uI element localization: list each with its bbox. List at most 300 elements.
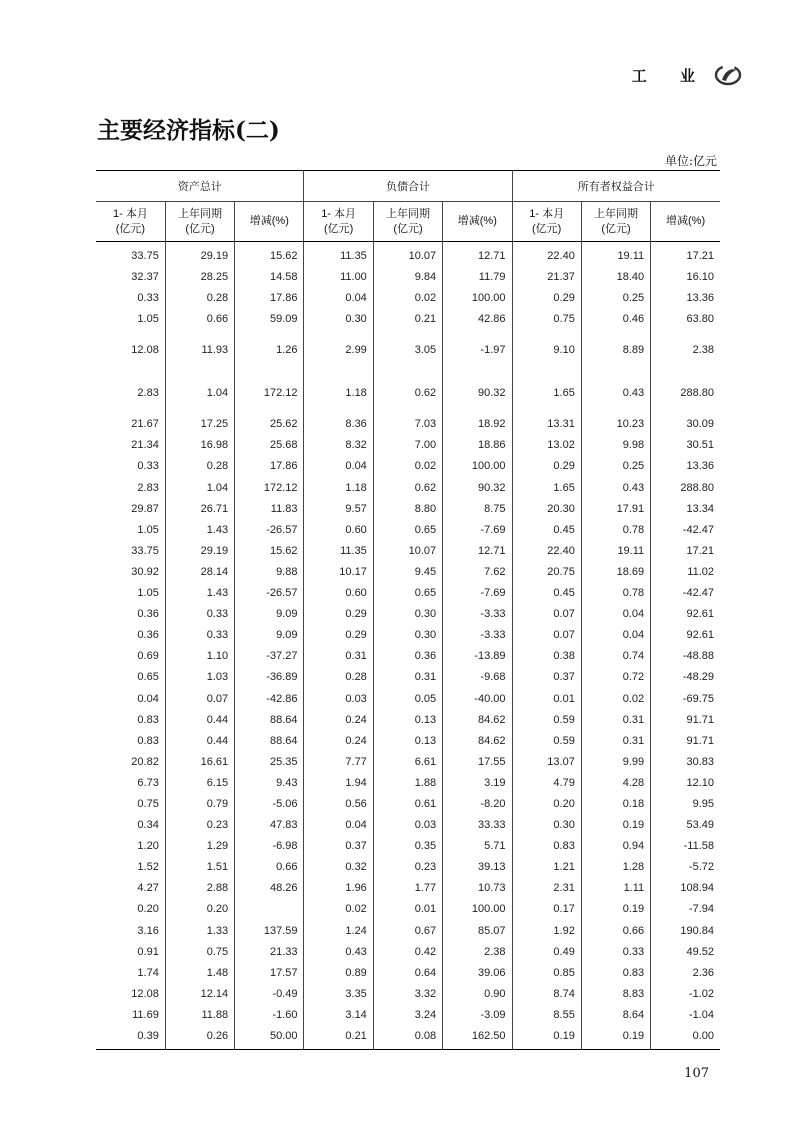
- table-cell: 0.23: [165, 815, 234, 836]
- current-ytd-header: 1- 本月 (亿元): [96, 202, 165, 242]
- table-cell: 0.30: [373, 604, 442, 625]
- table-cell: 0.20: [96, 899, 165, 920]
- table-cell: 84.62: [443, 730, 512, 751]
- table-cell: -6.98: [235, 836, 304, 857]
- table-cell: 88.64: [235, 709, 304, 730]
- table-cell: 0.29: [512, 456, 581, 477]
- table-cell: 8.32: [304, 435, 373, 456]
- table-cell: 0.72: [581, 667, 650, 688]
- table-cell: 1.29: [165, 836, 234, 857]
- table-cell: 91.71: [686, 734, 714, 747]
- table-cell: 0.02: [373, 287, 442, 308]
- table-cell: 12.10: [686, 776, 714, 789]
- table-cell: 190.84: [680, 924, 714, 937]
- table-cell: -26.57: [235, 519, 304, 540]
- table-cell: 0.36: [96, 604, 165, 625]
- table-cell: 0.59: [512, 709, 581, 730]
- table-cell: 0.60: [304, 583, 373, 604]
- current-ytd-header: 1- 本月 (亿元): [304, 202, 373, 242]
- table-cell: 10.73: [443, 878, 512, 899]
- table-cell: 92.61: [686, 629, 714, 642]
- table-cell: 1.43: [165, 519, 234, 540]
- table-cell: 8.80: [373, 498, 442, 519]
- table-cell: -1.97: [443, 329, 512, 371]
- table-cell: 0.56: [304, 793, 373, 814]
- table-cell: 1.26: [235, 329, 304, 371]
- table-cell: 26.71: [165, 498, 234, 519]
- table-cell: 20.30: [512, 498, 581, 519]
- table-cell: 0.83: [96, 730, 165, 751]
- table-cell: 10.23: [581, 414, 650, 435]
- table-cell: 91.71: [686, 713, 714, 726]
- table-cell: 0.35: [373, 836, 442, 857]
- table-cell: 0.90: [443, 983, 512, 1004]
- table-cell: 1.43: [165, 583, 234, 604]
- table-cell: 0.13: [373, 730, 442, 751]
- table-cell: 9.88: [235, 561, 304, 582]
- table-cell: 63.80: [686, 312, 714, 325]
- table-cell: 0.26: [165, 1025, 234, 1049]
- table-cell: 84.62: [443, 709, 512, 730]
- table-cell: 0.04: [304, 287, 373, 308]
- table-cell: 13.36: [686, 460, 714, 473]
- table-row: [96, 815, 720, 836]
- table-cell: 0.83: [512, 836, 581, 857]
- table-cell: 2.83: [96, 372, 165, 414]
- table-cell: 0.66: [235, 857, 304, 878]
- table-cell: -37.27: [235, 646, 304, 667]
- table-cell: 100.00: [443, 456, 512, 477]
- table-cell: -1.60: [235, 1004, 304, 1025]
- table-cell: 9.43: [235, 772, 304, 793]
- table-cell: 9.09: [235, 604, 304, 625]
- table-row: [96, 498, 720, 519]
- table-cell: 1.10: [165, 646, 234, 667]
- table-cell: 1.74: [96, 962, 165, 983]
- table-row: [96, 709, 720, 730]
- table-cell: 0.75: [512, 308, 581, 329]
- industry-logo-icon: [713, 64, 743, 86]
- table-cell: 11.88: [165, 1004, 234, 1025]
- table-cell: 21.33: [235, 941, 304, 962]
- table-cell: 0.02: [373, 456, 442, 477]
- table-cell: -7.69: [443, 583, 512, 604]
- table-cell: 288.80: [680, 386, 714, 399]
- table-cell: 0.24: [304, 730, 373, 751]
- table-cell: 2.83: [96, 477, 165, 498]
- table-row: [96, 540, 720, 561]
- table-cell: 0.04: [581, 604, 650, 625]
- table-cell: 162.50: [443, 1025, 512, 1049]
- table-cell: 33.75: [96, 540, 165, 561]
- table-cell: 0.13: [373, 709, 442, 730]
- table-row: [96, 646, 720, 667]
- table-cell: 0.31: [373, 667, 442, 688]
- table-cell: 2.31: [512, 878, 581, 899]
- table-cell: 0.65: [96, 667, 165, 688]
- table-cell: 12.14: [165, 983, 234, 1004]
- table-cell: 0.33: [96, 456, 165, 477]
- table-cell: 0.29: [512, 287, 581, 308]
- table-cell: 13.02: [512, 435, 581, 456]
- table-cell: 1.24: [304, 920, 373, 941]
- table-cell: 1.05: [96, 583, 165, 604]
- table-cell: 0.75: [165, 941, 234, 962]
- table-cell: 21.37: [512, 266, 581, 287]
- table-row: [96, 519, 720, 540]
- table-cell: 0.03: [373, 815, 442, 836]
- table-cell: 12.08: [96, 983, 165, 1004]
- table-cell: [235, 899, 304, 920]
- table-cell: -3.09: [443, 1004, 512, 1025]
- table-cell: 12.71: [443, 242, 512, 267]
- table-cell: 90.32: [443, 372, 512, 414]
- table-cell: 48.26: [235, 878, 304, 899]
- table-cell: 0.19: [512, 1025, 581, 1049]
- table-cell: 13.36: [686, 291, 714, 304]
- current-ytd-header: 1- 本月 (亿元): [512, 202, 581, 242]
- table-cell: 0.21: [304, 1025, 373, 1049]
- table-cell: 0.45: [512, 583, 581, 604]
- table-cell: 25.35: [235, 751, 304, 772]
- table-row: [96, 414, 720, 435]
- table-cell: 172.12: [235, 372, 304, 414]
- table-cell: 3.05: [373, 329, 442, 371]
- table-cell: -5.06: [235, 793, 304, 814]
- table-cell: 0.62: [373, 477, 442, 498]
- table-row: [96, 878, 720, 899]
- table-cell: 0.49: [512, 941, 581, 962]
- table-cell: 8.83: [581, 983, 650, 1004]
- table-cell: 9.98: [581, 435, 650, 456]
- group-header-row: [96, 171, 720, 202]
- table-cell: -48.29: [682, 671, 714, 684]
- table-row: [96, 477, 720, 498]
- table-cell: 17.25: [165, 414, 234, 435]
- table-cell: 17.21: [686, 544, 714, 557]
- table-cell: 0.30: [512, 815, 581, 836]
- table-cell: 0.46: [581, 308, 650, 329]
- table-cell: 7.62: [443, 561, 512, 582]
- table-cell: 0.43: [581, 372, 650, 414]
- table-cell: 29.87: [96, 498, 165, 519]
- table-cell: -42.47: [682, 587, 714, 600]
- table-cell: 33.75: [96, 242, 165, 267]
- table-cell: 0.65: [373, 583, 442, 604]
- table-cell: 0.37: [304, 836, 373, 857]
- table-cell: 1.05: [96, 308, 165, 329]
- table-cell: 7.00: [373, 435, 442, 456]
- table-cell: 17.57: [235, 962, 304, 983]
- table-cell: 0.30: [373, 625, 442, 646]
- table-cell: 21.67: [96, 414, 165, 435]
- table-cell: -5.72: [688, 861, 714, 874]
- table-cell: 1.33: [165, 920, 234, 941]
- table-cell: 13.07: [512, 751, 581, 772]
- table-cell: 1.21: [512, 857, 581, 878]
- table-row: [96, 287, 720, 308]
- table-cell: 14.58: [235, 266, 304, 287]
- table-cell: -3.33: [443, 604, 512, 625]
- table-cell: 3.14: [304, 1004, 373, 1025]
- table-cell: 0.38: [512, 646, 581, 667]
- table-cell: 0.28: [165, 456, 234, 477]
- indicator-table: [96, 170, 720, 1050]
- table-cell: 11.69: [96, 1004, 165, 1025]
- table-cell: 0.33: [165, 625, 234, 646]
- table-cell: 32.37: [96, 266, 165, 287]
- table-cell: 0.18: [581, 793, 650, 814]
- table-cell: 15.62: [235, 242, 304, 267]
- table-cell: 9.45: [373, 561, 442, 582]
- table-row: [96, 751, 720, 772]
- table-cell: 288.80: [680, 481, 714, 494]
- table-row: [96, 920, 720, 941]
- table-row: [96, 329, 720, 371]
- table-row: [96, 793, 720, 814]
- table-cell: 1.52: [96, 857, 165, 878]
- table-cell: 0.75: [96, 793, 165, 814]
- table-cell: 4.27: [96, 878, 165, 899]
- sub-header-row: [96, 202, 720, 242]
- table-cell: -1.04: [688, 1008, 714, 1021]
- table-cell: 6.61: [373, 751, 442, 772]
- table-cell: 0.65: [373, 519, 442, 540]
- table-cell: 3.24: [373, 1004, 442, 1025]
- table-cell: 1.94: [304, 772, 373, 793]
- table-cell: 11.79: [443, 266, 512, 287]
- table-cell: 15.62: [235, 540, 304, 561]
- table-cell: 11.83: [235, 498, 304, 519]
- table-cell: 137.59: [235, 920, 304, 941]
- table-cell: 0.04: [304, 815, 373, 836]
- table-cell: 172.12: [235, 477, 304, 498]
- table-cell: 25.68: [235, 435, 304, 456]
- table-cell: -13.89: [443, 646, 512, 667]
- table-cell: 0.23: [373, 857, 442, 878]
- table-row: [96, 604, 720, 625]
- table-cell: 0.91: [96, 941, 165, 962]
- table-cell: 17.86: [235, 456, 304, 477]
- table-cell: 16.61: [165, 751, 234, 772]
- table-cell: 3.32: [373, 983, 442, 1004]
- table-row: [96, 625, 720, 646]
- table-cell: -40.00: [443, 688, 512, 709]
- table-cell: 0.36: [96, 625, 165, 646]
- table-cell: 0.29: [304, 604, 373, 625]
- table-cell: 11.35: [304, 242, 373, 267]
- table-row: [96, 372, 720, 414]
- table-cell: 0.69: [96, 646, 165, 667]
- table-cell: 12.71: [443, 540, 512, 561]
- table-row: [96, 667, 720, 688]
- table-cell: 17.21: [686, 249, 714, 262]
- table-cell: 10.07: [373, 242, 442, 267]
- table-cell: -1.02: [688, 987, 714, 1000]
- table-row: [96, 857, 720, 878]
- table-cell: 20.82: [96, 751, 165, 772]
- table-cell: 0.64: [373, 962, 442, 983]
- table-row: [96, 983, 720, 1004]
- table-cell: 0.61: [373, 793, 442, 814]
- table-cell: 29.19: [165, 242, 234, 267]
- table-cell: 25.62: [235, 414, 304, 435]
- table-cell: 8.75: [443, 498, 512, 519]
- table-cell: 0.79: [165, 793, 234, 814]
- table-row: [96, 772, 720, 793]
- table-cell: 0.66: [165, 308, 234, 329]
- table-cell: 8.74: [512, 983, 581, 1004]
- table-cell: -26.57: [235, 583, 304, 604]
- table-cell: 0.07: [512, 625, 581, 646]
- table-cell: 11.93: [165, 329, 234, 371]
- table-cell: -0.49: [235, 983, 304, 1004]
- table-cell: 2.38: [692, 344, 714, 357]
- table-cell: 42.86: [443, 308, 512, 329]
- table-cell: 30.51: [686, 439, 714, 452]
- table-row: [96, 941, 720, 962]
- change-pct-header: 增减(%): [235, 202, 304, 242]
- section-header: [632, 64, 743, 86]
- table-cell: 1.77: [373, 878, 442, 899]
- table-cell: 0.33: [165, 604, 234, 625]
- table-cell: 39.06: [443, 962, 512, 983]
- table-cell: 8.64: [581, 1004, 650, 1025]
- table-cell: 100.00: [443, 899, 512, 920]
- table-cell: 1.11: [581, 878, 650, 899]
- table-cell: 3.16: [96, 920, 165, 941]
- table-cell: 28.25: [165, 266, 234, 287]
- table-cell: 10.17: [304, 561, 373, 582]
- table-cell: 88.64: [235, 730, 304, 751]
- table-cell: 1.92: [512, 920, 581, 941]
- table-cell: 9.95: [692, 797, 714, 810]
- table-cell: 2.38: [443, 941, 512, 962]
- table-cell: 1.20: [96, 836, 165, 857]
- table-cell: 39.13: [443, 857, 512, 878]
- table-cell: 1.05: [96, 519, 165, 540]
- table-row: [96, 242, 720, 267]
- table-cell: 0.62: [373, 372, 442, 414]
- table-cell: 0.28: [304, 667, 373, 688]
- table-cell: 18.92: [443, 414, 512, 435]
- table-row: [96, 836, 720, 857]
- table-row: [96, 688, 720, 709]
- page-number: 107: [684, 1066, 709, 1081]
- table-cell: 0.37: [512, 667, 581, 688]
- table-cell: -69.75: [682, 692, 714, 705]
- table-cell: 0.43: [304, 941, 373, 962]
- table-cell: 28.14: [165, 561, 234, 582]
- table-row: [96, 561, 720, 582]
- change-pct-header: 增减(%): [443, 202, 512, 242]
- table-cell: 21.34: [96, 435, 165, 456]
- table-cell: 0.83: [96, 709, 165, 730]
- table-cell: 1.04: [165, 477, 234, 498]
- table-cell: 0.32: [304, 857, 373, 878]
- table-cell: 8.36: [304, 414, 373, 435]
- table-row: [96, 1025, 720, 1049]
- table-cell: 0.31: [304, 646, 373, 667]
- table-cell: 4.79: [512, 772, 581, 793]
- table-cell: -36.89: [235, 667, 304, 688]
- table-cell: 0.19: [581, 815, 650, 836]
- table-cell: 0.74: [581, 646, 650, 667]
- table-cell: 0.85: [512, 962, 581, 983]
- table-cell: 30.09: [686, 418, 714, 431]
- table-cell: 0.31: [581, 730, 650, 751]
- table-cell: 2.36: [692, 966, 714, 979]
- prior-year-header: 上年同期 (亿元): [373, 202, 442, 242]
- table-cell: 22.40: [512, 540, 581, 561]
- table-cell: 1.03: [165, 667, 234, 688]
- table-cell: -42.47: [682, 523, 714, 536]
- table-cell: 0.33: [96, 287, 165, 308]
- table-cell: 0.78: [581, 583, 650, 604]
- table-cell: 1.48: [165, 962, 234, 983]
- table-cell: 0.31: [581, 709, 650, 730]
- section-title: 工 业: [631, 66, 709, 85]
- table-cell: 4.28: [581, 772, 650, 793]
- table-cell: 0.67: [373, 920, 442, 941]
- table-cell: 50.00: [235, 1025, 304, 1049]
- table-cell: 33.33: [443, 815, 512, 836]
- table-cell: 0.36: [373, 646, 442, 667]
- table-cell: 0.07: [165, 688, 234, 709]
- table-cell: 2.99: [304, 329, 373, 371]
- page-title: 主要经济指标(二): [97, 117, 280, 144]
- table-cell: 0.17: [512, 899, 581, 920]
- table-cell: -48.88: [682, 650, 714, 663]
- table-cell: -42.86: [235, 688, 304, 709]
- table-cell: 29.19: [165, 540, 234, 561]
- table-row: [96, 730, 720, 751]
- change-pct-header: 增减(%): [651, 202, 720, 242]
- unit-label: 单位:亿元: [664, 154, 717, 168]
- table-cell: 9.09: [235, 625, 304, 646]
- table-cell: 0.59: [512, 730, 581, 751]
- table-cell: 6.73: [96, 772, 165, 793]
- table-cell: 11.00: [304, 266, 373, 287]
- table-cell: 1.51: [165, 857, 234, 878]
- table-cell: 10.07: [373, 540, 442, 561]
- table-row: [96, 1004, 720, 1025]
- table-cell: 0.21: [373, 308, 442, 329]
- table-cell: 17.91: [581, 498, 650, 519]
- table-cell: 0.42: [373, 941, 442, 962]
- table-cell: 0.44: [165, 709, 234, 730]
- group-header-assets: 资产总计: [96, 171, 304, 202]
- table-cell: 0.00: [651, 1025, 720, 1049]
- table-cell: 12.08: [96, 329, 165, 371]
- table-cell: 9.84: [373, 266, 442, 287]
- table-cell: 85.07: [443, 920, 512, 941]
- table-cell: 0.19: [581, 1025, 650, 1049]
- table-cell: 0.07: [512, 604, 581, 625]
- table-cell: 18.69: [581, 561, 650, 582]
- table-cell: 3.19: [443, 772, 512, 793]
- table-cell: 49.52: [686, 945, 714, 958]
- table-cell: 13.34: [686, 502, 714, 515]
- table-cell: 0.89: [304, 962, 373, 983]
- table-cell: 19.11: [581, 242, 650, 267]
- table-cell: 30.83: [686, 755, 714, 768]
- table-cell: 11.35: [304, 540, 373, 561]
- table-body: [96, 242, 720, 1050]
- table-row: [96, 266, 720, 287]
- table-cell: 6.15: [165, 772, 234, 793]
- table-cell: 0.45: [512, 519, 581, 540]
